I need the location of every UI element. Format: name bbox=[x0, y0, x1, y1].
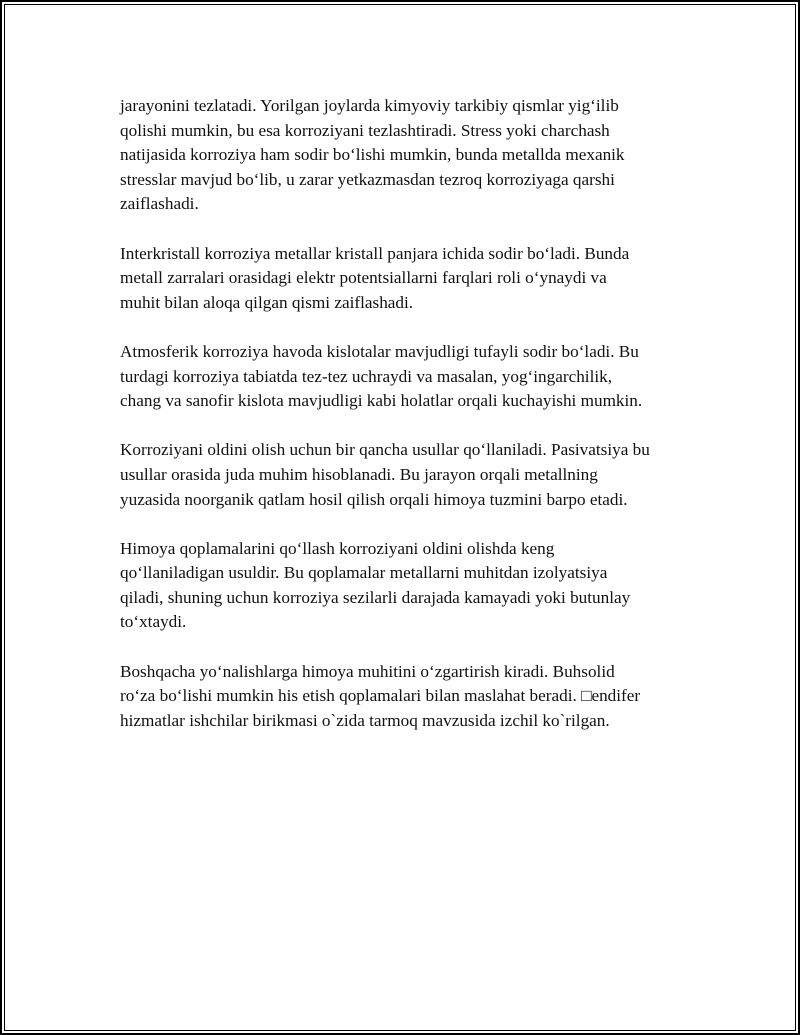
text-line: natijasida korroziya ham sodir bo‘lishi mumkin, bunda metallda mexanik bbox=[120, 145, 625, 165]
document-body bbox=[120, 94, 700, 758]
text-line: Boshqacha yo‘nalishlarga himoya muhitini o‘zgartirish kiradi. Buhsolid bbox=[120, 661, 615, 681]
paragraph-3 bbox=[120, 340, 700, 414]
text-line: yuzasida noorganik qatlam hosil qilish orqali himoya tuzmini barpo etadi. bbox=[120, 489, 628, 509]
text-line: Korroziyani oldini olish uchun bir qancha usullar qo‘llaniladi. Pasivatsiya bu bbox=[120, 440, 650, 460]
text-line: stresslar mavjud bo‘lib, u zarar yetkazmasdan tezroq korroziyaga qarshi bbox=[120, 169, 615, 189]
text-line: jarayonini tezlatadi. Yorilgan joylarda kimyoviy tarkibiy qismlar yig‘ilib bbox=[120, 96, 619, 115]
text-line: zaiflashadi. bbox=[120, 194, 199, 214]
text-line: qo‘llaniladigan usuldir. Bu qoplamalar metallarni muhitdan izolyatsiya bbox=[120, 563, 608, 583]
text-line: qolishi mumkin, bu esa korroziyani tezlashtiradi. Stress yoki charchash bbox=[120, 120, 610, 140]
text-line: chang va sanofir kislota mavjudligi kabi holatlar orqali kuchayishi mumkin. bbox=[120, 391, 643, 411]
text-line: turdagi korroziya tabiatda tez-tez uchraydi va masalan, yog‘ingarchilik, bbox=[120, 366, 613, 386]
text-line: Himoya qoplamalarini qo‘llash korroziyani oldini olishda keng bbox=[120, 538, 555, 558]
text-line: usullar orasida juda muhim hisoblanadi. Bu jarayon orqali metallning bbox=[120, 464, 598, 484]
paragraph-2 bbox=[120, 242, 700, 316]
text-line: metall zarralari orasidagi elektr potentsiallarni farqlari roli o‘ynaydi va bbox=[120, 268, 607, 288]
text-line: ro‘za bo‘lishi mumkin his etish qoplamalari bilan maslahat beradi. □endifer bbox=[120, 686, 641, 706]
paragraph-6 bbox=[120, 660, 700, 734]
text-line: Interkristall korroziya metallar kristall panjara ichida sodir bo‘ladi. Bunda bbox=[120, 243, 630, 263]
paragraph-1 bbox=[120, 94, 700, 217]
paragraph-5 bbox=[120, 537, 700, 635]
paragraph-4 bbox=[120, 438, 700, 512]
text-line: to‘xtaydi. bbox=[120, 612, 187, 632]
text-line: qiladi, shuning uchun korroziya sezilarli darajada kamayadi yoki butunlay bbox=[120, 587, 631, 607]
text-line: Atmosferik korroziya havoda kislotalar mavjudligi tufayli sodir bo‘ladi. Bu bbox=[120, 341, 639, 361]
text-line: hizmatlar ishchilar birikmasi o`zida tarmoq mavzusida izchil ko`rilgan. bbox=[120, 710, 610, 730]
text-line: muhit bilan aloqa qilgan qismi zaiflashadi. bbox=[120, 292, 414, 312]
